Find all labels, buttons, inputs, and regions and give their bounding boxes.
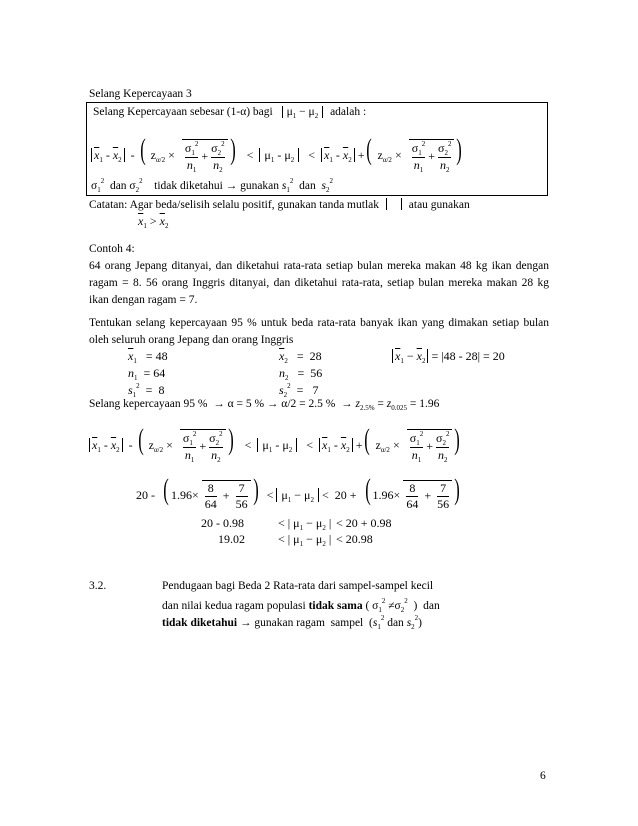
box-formula: $\overline{x}_1 - \overline{x}_2$ - ( $z_{\alpha/2}$ × $\sigma_1^2$ $n_1$ + $\sigma_2^2$ $n_2) < \mu_1 - \mu_2 < \overline{x}_1 - \overline{x}_2$ +( $z_{\alpha/2}$ × $\sigma_1^2$ $n_1$ + $\sigma_2^2$ $n_2$): [91, 135, 464, 174]
n2-value: $n_2 = 56$: [279, 366, 323, 382]
line2-post: dan: [423, 600, 440, 612]
x1-value: $\overline{x}_1 = 48$: [128, 349, 168, 365]
line2-bold: tidak sama: [308, 600, 363, 612]
calc-z: 1.96×: [171, 488, 199, 502]
calc-step2-mid: < | $\mu_1 - \mu_2$ |: [278, 516, 332, 532]
calc-step1-left: 20 -: [136, 488, 155, 502]
catatan-text: Agar beda/selisih selalu positif, gunakan tanda mutlak: [129, 199, 380, 211]
frac1-den: 64: [204, 497, 217, 512]
heading-mid: ) bagi: [246, 106, 273, 118]
x2-value: $\overline{x}_2 = 28$: [279, 349, 322, 365]
heading-pre: Selang Kepercayaan sebesar (1-: [93, 106, 241, 118]
catatan-label: Catatan:: [89, 199, 128, 211]
n1-value: $n_1 = 64$: [128, 366, 166, 382]
calc-step-1: 20 - ( 1.96× $\frac{8}{64}$ + $\frac{7}{56}$ ) < $\mu_1 - \mu_2 < 20$ + ( 1.96× 8 64 + 7 56 ): [136, 473, 460, 512]
section-3-2-line1: Pendugaan bagi Beda 2 Rata-rata dari sampel-sampel kecil: [162, 580, 434, 592]
catatan-line: [89, 198, 470, 211]
formula-box: [86, 102, 548, 196]
heading-alpha: α: [240, 106, 247, 118]
section-3-2-line3: tidak diketahui → gunakan ragam sampel ($s_1^2$ dan $s_2^2$): [162, 614, 423, 631]
calc-step3-mid: < | $\mu_1 - \mu_2$ |: [278, 532, 332, 548]
line2-pre: dan nilai kedua ragam populasi: [162, 600, 306, 612]
section-3-2-line2: dan nilai kedua ragam populasi tidak sama ( $\sigma_1^2 \ne\sigma_2^2$ ) dan: [162, 597, 440, 614]
catatan-condition: $\overline{x}_1 > \overline{x}_2$: [138, 214, 169, 230]
s1-value: $s_1^2 = 8$: [128, 382, 165, 399]
section-3-2-number: 3.2.: [89, 580, 107, 592]
catatan-text-after: atau gunakan: [408, 199, 470, 211]
calc-step2-right: < 20 + 0.98: [336, 516, 392, 530]
calc-step2-left: 20 - 0.98: [201, 516, 244, 530]
calc-step3-left: 19.02: [218, 532, 245, 546]
contoh-question: Tentukan selang kepercayaan 95 % untuk beda rata-rata banyak ikan yang dimakan setiap bulan oleh seluruh orang Jepang dan orang Inggris: [89, 317, 549, 346]
frac2-num: 7: [236, 481, 248, 497]
box-heading: Selang Kepercayaan sebesar (1-α) bagi $\mu_1 - \mu_2$ adalah :: [93, 106, 367, 120]
line3-bold: tidak diketahui: [162, 617, 238, 629]
box-footer: $\sigma_1^2$ dan $\sigma_2^2$ tidak diketahui → gunakan $s_1^2$ dan $s_2^2$: [91, 177, 333, 194]
footer-mid: tidak diketahui: [154, 180, 223, 192]
calc-step3-right: < 20.98: [336, 532, 373, 546]
heading-post: adalah :: [330, 106, 367, 118]
calc-step1-right: 20 +: [334, 488, 357, 502]
s2-value: $s_2^2 = 7$: [279, 382, 319, 399]
formula-repeat: $\overline{x}_1 - \overline{x}_2$ - ( $z_{\alpha/2}$ × $\sigma_1^2$ $n_1$ + $\sigma_2^2$ $n_2) < \mu_1 - \mu_2 < \overline{x}_1 - \overline{x}_2$ +( $z_{\alpha/2}$ × $\sigma_1^2$ $n_1$ + $\sigma_2^2$ $n_2$): [89, 425, 462, 464]
confidence-line: Selang kepercayaan 95 % → α = 5 % → α/2 = 2.5 % → $z_{2.5\%} = z_{0.025} = 1.96$: [89, 398, 440, 412]
contoh-paragraph: 64 orang Jepang ditanyai, dan diketahui rata-rata setiap bulan mereka makan 48 kg ikan dengan ragam = 8. 56 orang Inggris ditanyai, dan diketahui rata-rata, setiap bulan mereka makan 28 kg ikan dengan ragam = 7.: [89, 260, 549, 306]
section-title: Selang Kepercayaan 3: [89, 88, 192, 100]
page-number: 6: [540, 770, 546, 782]
frac1-num: 8: [205, 481, 217, 497]
calc-plus: +: [222, 488, 230, 503]
contoh-title: Contoh 4:: [89, 243, 135, 255]
frac2-den: 56: [235, 497, 248, 512]
diff-value: $\overline{x}_1 - \overline{x}_2 = |48 - 28| = 20$: [392, 349, 505, 365]
